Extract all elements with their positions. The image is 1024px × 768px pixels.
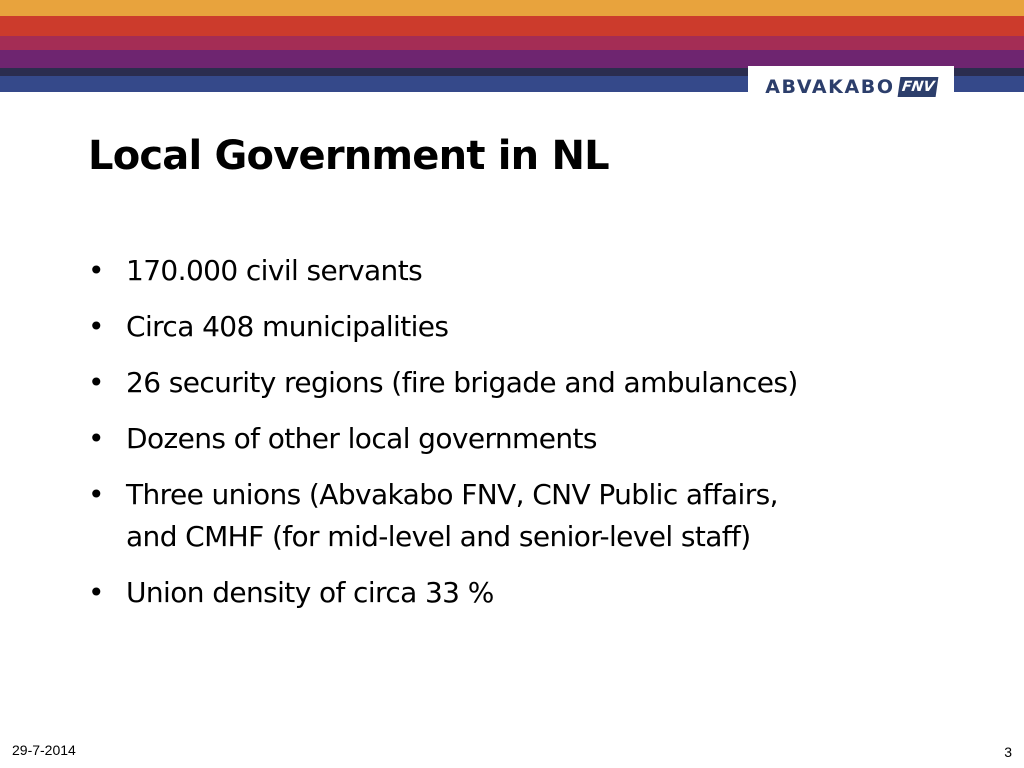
bullet-dot: • [88,478,104,511]
logo-mark: FNV [897,77,938,97]
bullet-item [88,362,968,404]
bullet-text: 170.000 civil servants [126,254,423,287]
bullet-dot: • [88,422,104,455]
bullet-dot: • [88,254,104,287]
bullet-dot: • [88,576,104,609]
abvakabo-fnv-logo [748,66,954,108]
bullet-list [88,250,968,628]
bullet-item [88,474,968,558]
page-number: 3 [1004,744,1012,760]
bullet-text: Circa 408 municipalities [126,310,449,343]
stripe-crimson [0,36,1024,50]
stripe-red [0,16,1024,36]
stripe-orange [0,0,1024,16]
bullet-text: Dozens of other local governments [126,422,597,455]
footer-date: 29-7-2014 [12,742,76,758]
logo-text: ABVAKABO [765,76,895,98]
bullet-item [88,418,968,460]
bullet-item [88,306,968,348]
bullet-text: 26 security regions (fire brigade and ambulances) [126,366,798,399]
slide-title: Local Government in NL [88,133,609,179]
bullet-text: Union density of circa 33 % [126,576,494,609]
bullet-item [88,250,968,292]
bullet-item [88,572,968,614]
bullet-dot: • [88,310,104,343]
bullet-text: Three unions (Abvakabo FNV, CNV Public affairs, [126,478,778,511]
bullet-dot: • [88,366,104,399]
bullet-text: and CMHF (for mid-level and senior-level staff) [126,520,751,553]
